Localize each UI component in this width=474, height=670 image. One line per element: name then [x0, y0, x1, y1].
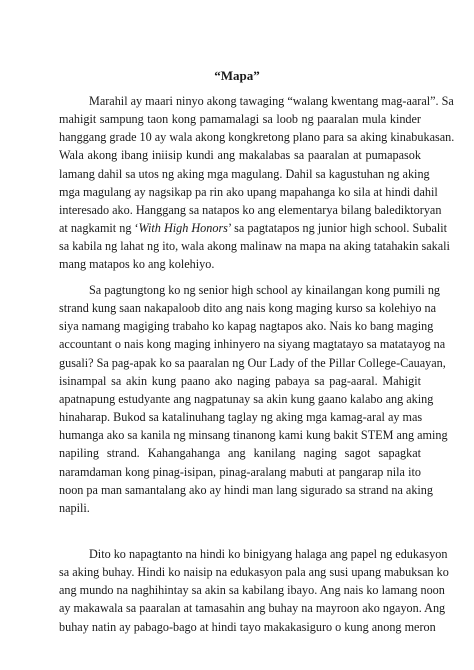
text-line: Sa pagtungtong ko ng senior high school ay kinailangan kong pumili ng — [89, 283, 441, 297]
text-line: ang mundo na naghihintay sa akin sa kabilang ibayo. Ang nais ko lamang noon — [59, 583, 445, 598]
text-line: siya namang magiging trabaho ko kapag nagtapos ako. Nais ko bang maging — [59, 319, 434, 334]
text-line: isinampal sa akin kung paano ako naging pabaya sa pag-aaral. Mahigit — [59, 373, 421, 388]
text-line: humanga ako sa kanila ng minsang tinanong kami kung bakit STEM ang aming — [59, 428, 448, 443]
text-line: hinaharap. Bukod sa katalinuhang taglay ng aking mga kamag-aral ay mas — [59, 410, 423, 425]
text-line: mang matapos ko ang kolehiyo. — [59, 257, 215, 272]
text-line: lamang dahil sa utos ng aking mga magulang. Dahil sa kagustuhan ng aking — [59, 166, 430, 181]
text-line: sa kabila ng lahat ng ito, wala akong malinaw na mapa na aking tatahakin sakali — [59, 239, 450, 254]
text-line: mga magulang ay nagsikap pa rin ako upang mapahanga ko sila at hindi dahil — [59, 184, 438, 199]
text-line: at nagkamit ng ‘With High Honors’ sa pagtatapos ng junior high school. Subalit — [59, 221, 448, 236]
honor-phrase: With High Honors — [138, 221, 228, 236]
text-line: mahigit sampung taon kong pamamalagi sa loob ng paaralan mula kinder — [59, 112, 421, 127]
text-line: apatnapung estudyante ang nagpatunay sa akin kung gaano kalabo ang aking — [59, 391, 434, 406]
text-line: accountant o nais kong maging inhinyero na siyang magtatayo sa matatayog na — [59, 337, 446, 352]
text-line: ay makawala sa paaralan at tamasahin ang buhay na mayroon ako ngayon. Ang — [59, 601, 446, 616]
paragraph-1 — [59, 92, 455, 274]
page-title: “Mapa” — [214, 68, 260, 83]
text-line: napiling strand. Kahangahanga ang kanilang naging sagot sapagkat — [59, 446, 421, 461]
paragraph-3 — [59, 545, 449, 636]
text-line: noon pa man samantalang ako ay hindi man lang sigurado sa strand na aking — [59, 482, 433, 497]
text-line: Dito ko napagtanto na hindi ko binigyang halaga ang papel ng edukasyon — [89, 547, 448, 561]
text-line: Marahil ay maari ninyo akong tawaging “walang kwentang mag-aaral”. Sa — [89, 94, 454, 108]
text-line: sa aking buhay. Hindi ko naisip na edukasyon pala ang susi upang mabuksan ko — [59, 565, 449, 580]
text-line: Wala akong ibang iniisip kundi ang makalabas sa paaralan at pumapasok — [59, 148, 421, 163]
text-line: strand kung saan nakapaloob dito ang nais kong maging kurso sa kolehiyo na — [59, 301, 437, 316]
text-line: naramdaman kong pinag-isipan, pinag-aralang mabuti at pangarap nila ito — [59, 464, 421, 479]
text-line: napili. — [59, 500, 90, 515]
text-line: gusali? Sa pag-apak ko sa paaralan ng Our Lady of the Pillar College-Cauayan, — [59, 355, 446, 370]
text-line: buhay natin ay pabago-bago at hindi tayo makakasiguro o kung anong meron — [59, 619, 436, 634]
text-line: hanggang grade 10 ay wala akong kongkretong plano para sa aking kinabukasan. — [59, 130, 455, 145]
text-line: interesado ako. Hanggang sa natapos ko ang elementarya bilang balediktoryan — [59, 202, 442, 217]
paragraph-2 — [59, 281, 448, 517]
